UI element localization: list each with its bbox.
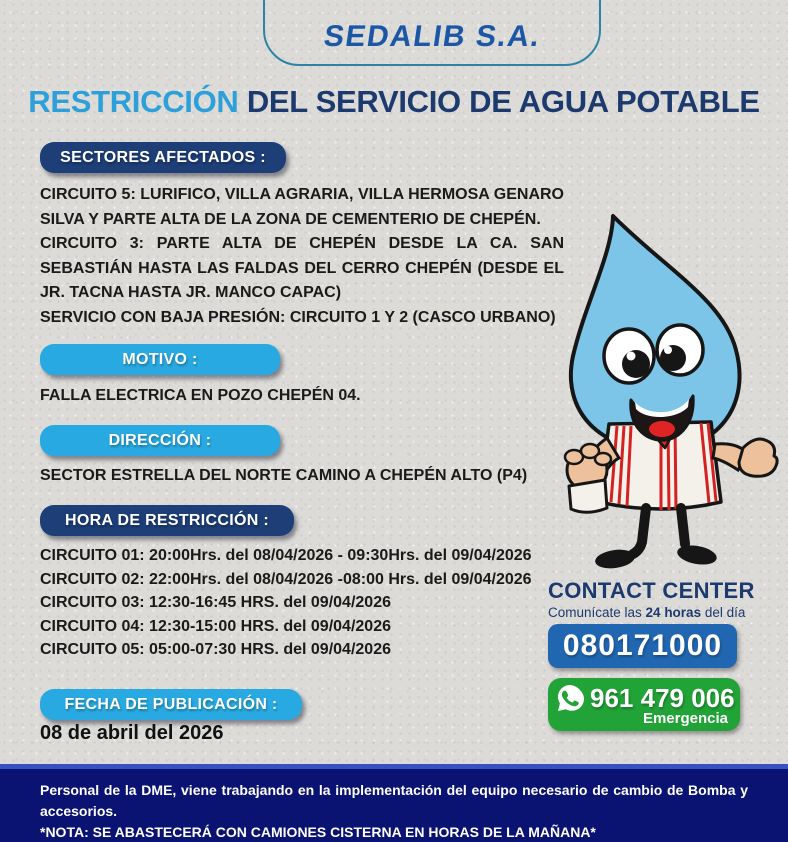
contact-center-block — [548, 578, 755, 620]
badge-fecha-publicacion: FECHA DE PUBLICACIÓN : — [40, 689, 302, 720]
whatsapp-emergency-label: Emergencia — [642, 710, 728, 727]
contact-center-subtitle — [548, 605, 744, 620]
sectores-paragraph: SERVICIO CON BAJA PRESIÓN: CIRCUITO 1 Y 2 (CASCO URBANO) — [40, 308, 556, 326]
phone-button[interactable]: 080171000 — [548, 624, 737, 668]
fecha-publicacion-text: 08 de abril del 2026 — [40, 722, 224, 744]
direccion-text: SECTOR ESTRELLA DEL NORTE CAMINO A CHEPÉN ALTO (P4) — [40, 467, 528, 484]
footer-paragraph: Personal de la DME, viene trabajando en la implementación del equipo necesario de cambio de Bomba y accesorios. — [40, 782, 748, 819]
sectores-afectados-text — [40, 183, 564, 330]
whatsapp-icon — [554, 682, 586, 714]
sectores-paragraph: CIRCUITO 3: PARTE ALTA DE CHEPÉN DESDE LA CA. SAN SEBASTIÁN HASTA LAS FALDAS DEL CERRO CHEPÉN (DESDE EL JR. TACNA HASTA JR. MANCO CAPAC) — [40, 235, 564, 301]
horario-line: CIRCUITO 03: 12:30-16:45 HRS. del 09/04/2026 — [40, 594, 391, 611]
motivo-text: FALLA ELECTRICA EN POZO CHEPÉN 04. — [40, 387, 361, 404]
badge-motivo: MOTIVO : — [40, 344, 280, 375]
subtitle-suffix: del día — [701, 605, 746, 620]
sedalib-logo: SEDALIB S.A. — [321, 20, 543, 53]
title-highlight: RESTRICCIÓN — [28, 84, 239, 119]
horario-line: CIRCUITO 04: 12:30-15:00 HRS. del 09/04/2026 — [40, 617, 391, 635]
whatsapp-number: 961 479 006 — [590, 682, 735, 713]
whatsapp-button[interactable] — [548, 678, 740, 731]
badge-direccion: DIRECCIÓN : — [40, 425, 280, 456]
horario-line: CIRCUITO 02: 22:00Hrs. del 08/04/2026 -08:00 Hrs. del 09/04/2026 — [40, 570, 532, 588]
water-drop-mascot — [543, 208, 783, 580]
horario-line: CIRCUITO 01: 20:00Hrs. del 08/04/2026 - 09:30Hrs. del 09/04/2026 — [40, 547, 532, 564]
badge-hora-restriccion: HORA DE RESTRICCIÓN : — [40, 505, 294, 536]
sectores-paragraph: CIRCUITO 5: LURIFICO, VILLA AGRARIA, VILLA HERMOSA GENARO SILVA Y PARTE ALTA DE LA ZONA DE CEMENTERIO DE CHEPÉN. — [40, 186, 564, 228]
footer-nota: *NOTA: SE ABASTECERÁ CON CAMIONES CISTERNA EN HORAS DE LA MAÑANA* — [40, 824, 596, 840]
logo-box — [263, 0, 601, 66]
title-rest: DEL SERVICIO DE AGUA POTABLE — [238, 84, 760, 119]
badge-sectores-afectados: SECTORES AFECTADOS : — [40, 142, 286, 173]
subtitle-24-horas: 24 horas — [645, 605, 702, 620]
hora-restriccion-list — [40, 544, 532, 662]
horario-line: CIRCUITO 05: 05:00-07:30 HRS. del 09/04/2026 — [40, 641, 391, 658]
page-title — [0, 84, 788, 120]
contact-center-title: CONTACT CENTER — [548, 578, 755, 603]
footer-note-bar — [0, 769, 788, 842]
subtitle-prefix: Comunícate las — [548, 605, 646, 620]
